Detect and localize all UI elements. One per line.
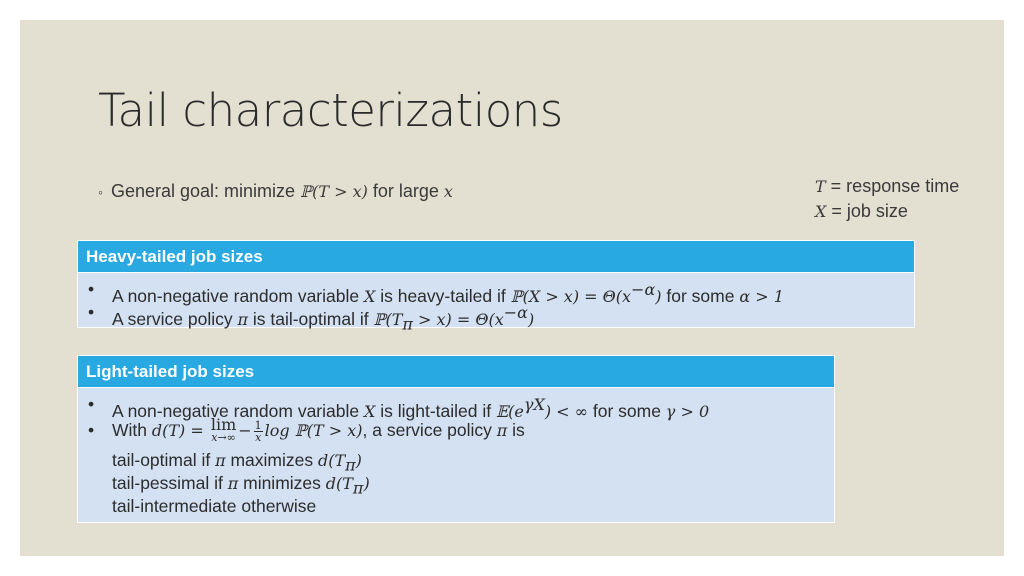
- slide: [20, 20, 1004, 556]
- continuation-line-tail-optimal: tail-optimal if π maximizes $d(T_\pi)$: [112, 450, 362, 475]
- general-goal: ◦ General goal: minimize ℙ(T > x) for large x: [98, 181, 453, 201]
- bullet-icon: •: [88, 279, 95, 299]
- light-tailed-header: Light-tailed job sizes: [78, 356, 834, 388]
- list-item: • With d(T) = lim x→∞ − $\frac{1}{x}$ log ℙ(T > x), a service policy π is: [88, 416, 824, 449]
- definition-response-time: T = response time: [815, 176, 960, 196]
- bullet-icon: •: [88, 302, 95, 322]
- heavy-tailed-header: Heavy-tailed job sizes: [78, 241, 914, 273]
- bullet-icon: •: [88, 420, 95, 440]
- continuation-line-tail-pessimal: tail-pessimal if π minimizes $d(T_\pi)$: [112, 473, 370, 498]
- light-tailed-box: [77, 355, 835, 523]
- list-item: • A service policy π is tail-optimal if $ℙ(T_\pi > x) = \Theta(x^{-\alpha})$: [88, 302, 535, 334]
- definitions: [815, 174, 959, 224]
- hollow-bullet-icon: ◦: [98, 184, 103, 200]
- light-tailed-body: [78, 388, 834, 518]
- continuation-line-tail-intermediate: tail-intermediate otherwise: [112, 496, 317, 516]
- limit-expression: lim x→∞: [210, 415, 237, 445]
- list-item: • A non-negative random variable X is heavy-tailed if ℙ(X > $x) = \Theta(x^{-\alpha})$ for some α > 1: [88, 279, 784, 306]
- slide-title: Tail characterizations: [98, 84, 563, 137]
- heavy-tailed-box: [77, 240, 915, 334]
- fraction: $\frac{1}{x}$: [254, 418, 262, 444]
- bullet-icon: •: [88, 394, 95, 414]
- list-item: • A non-negative random variable X is light-tailed if $𝔼(e^{\gamma X})$ < ∞ for some γ > 0: [88, 394, 710, 421]
- heavy-tailed-body: [78, 273, 914, 334]
- definition-job-size: X = job size: [815, 201, 908, 221]
